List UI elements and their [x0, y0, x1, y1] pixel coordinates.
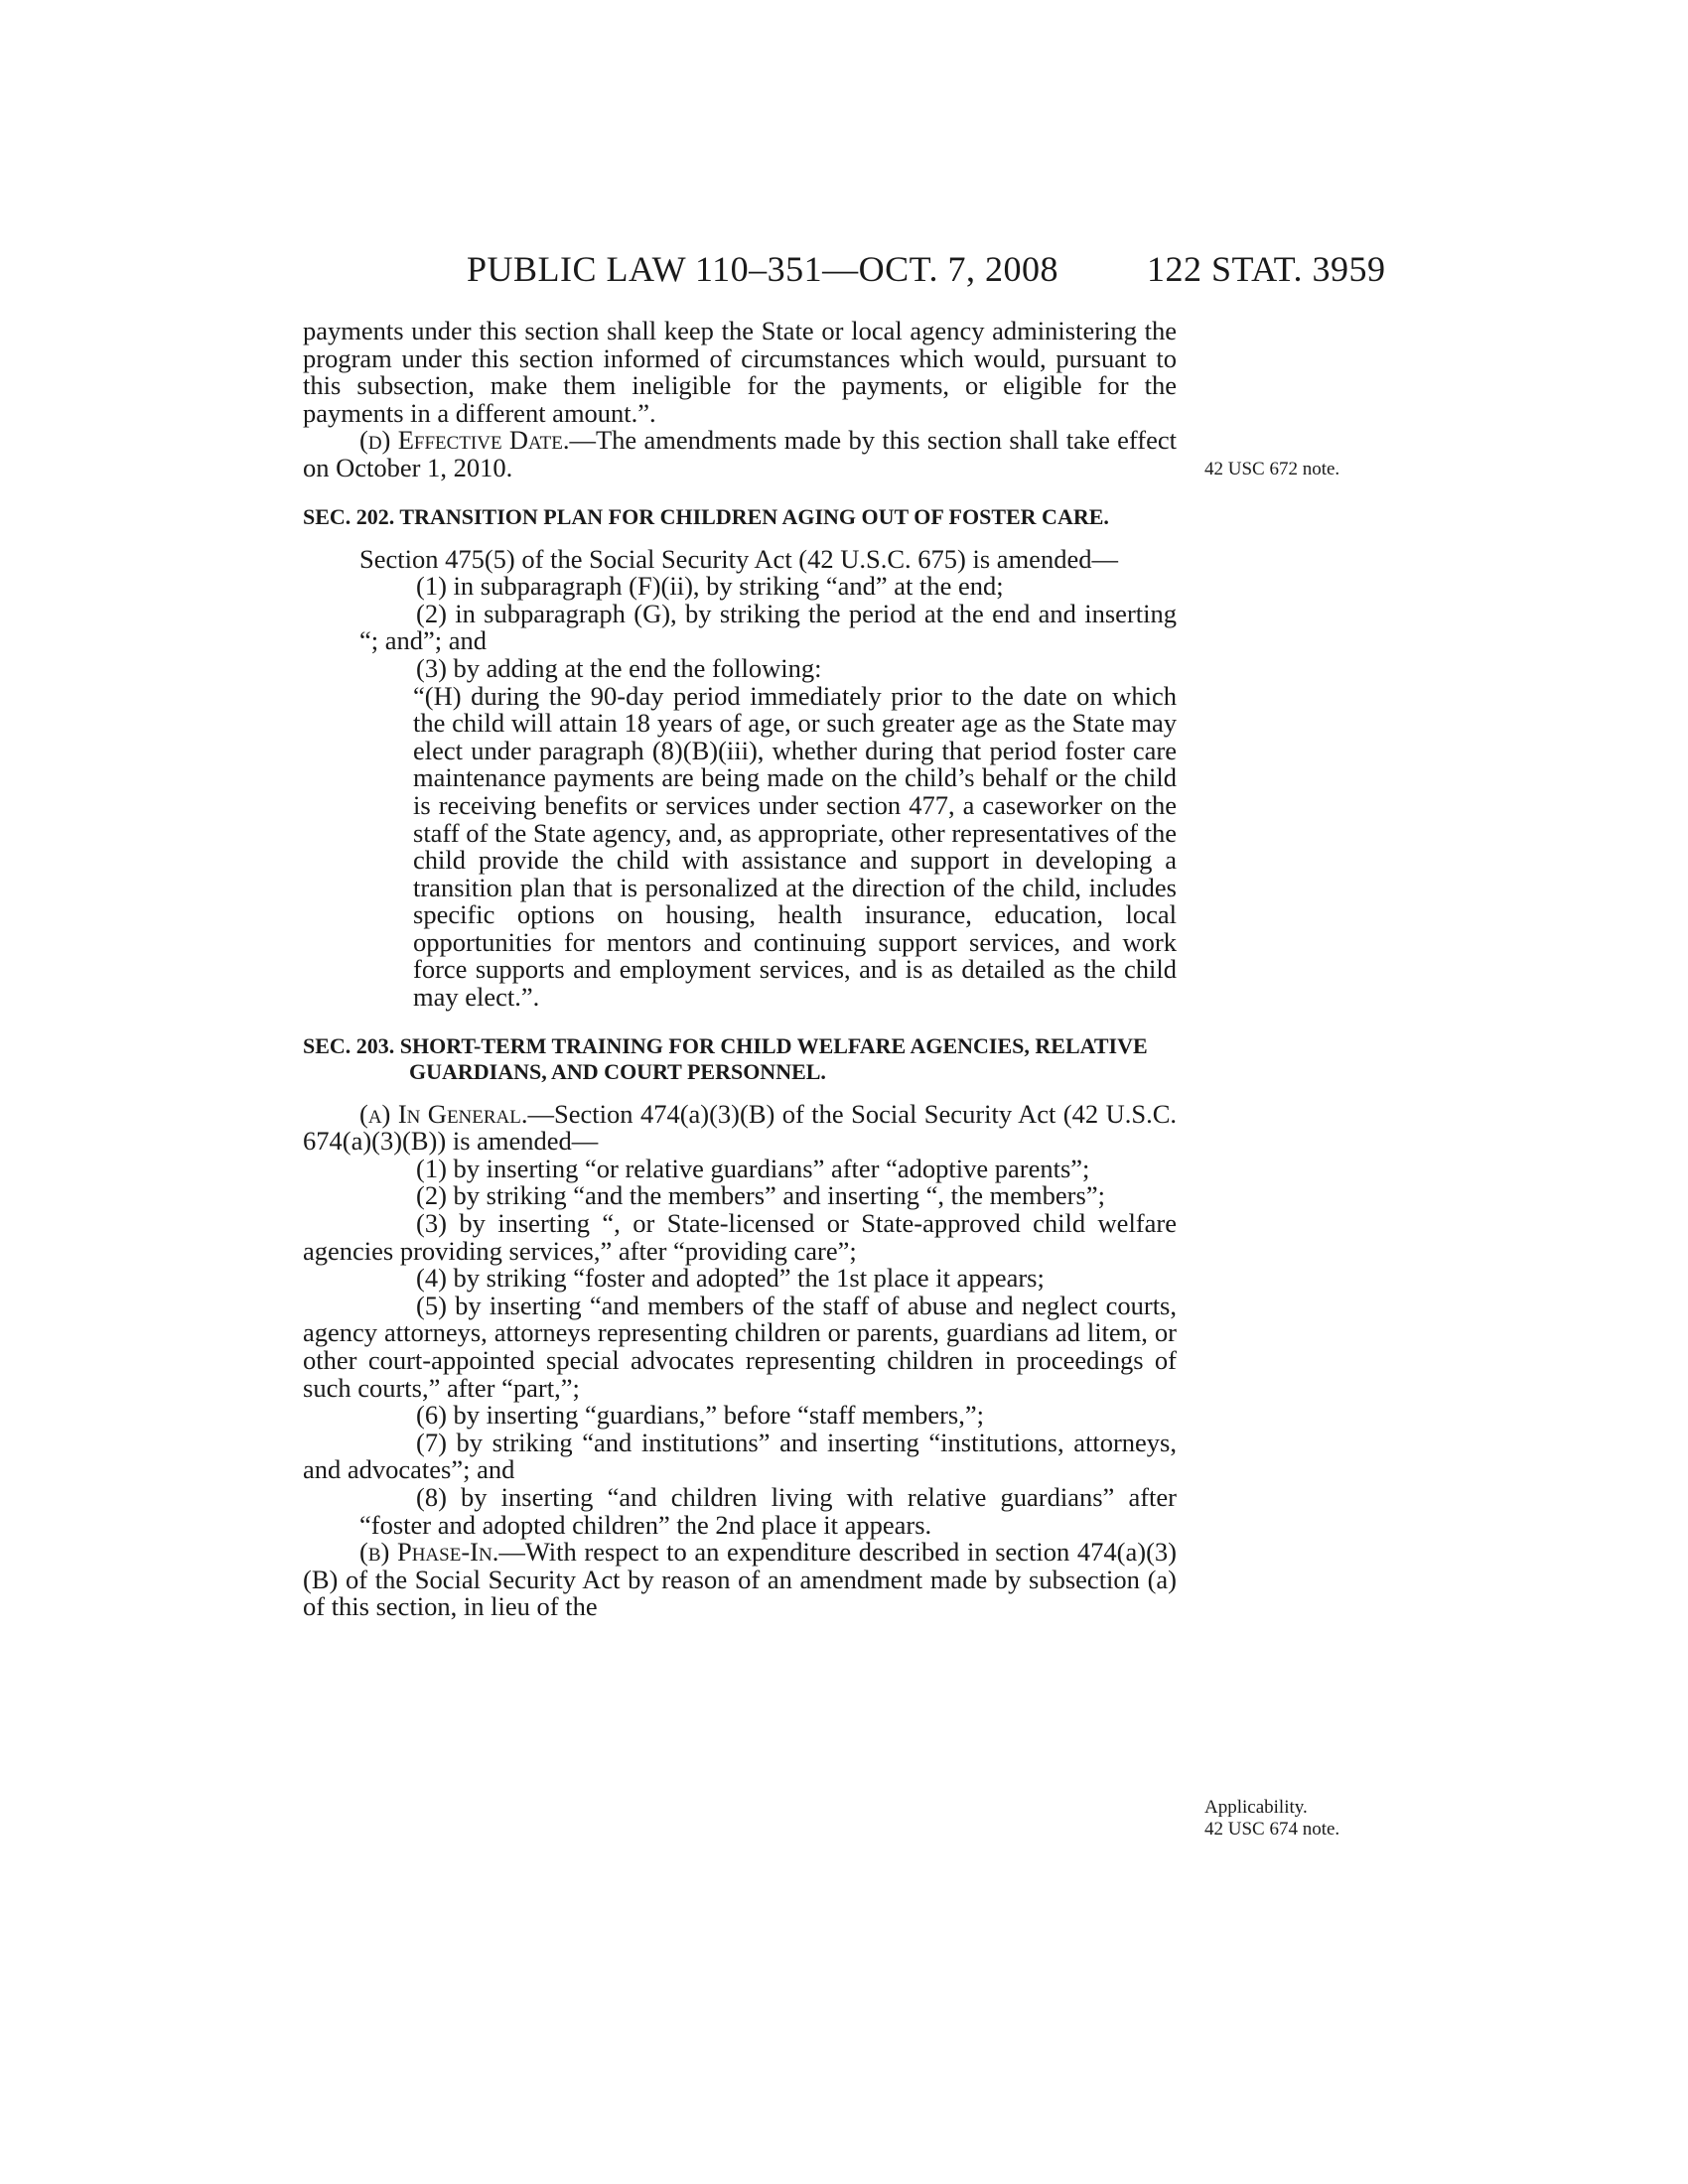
list-item-203-5: (5) by inserting “and members of the staff of abuse and neglect courts, agency attorneys, attorneys representing children or parents, guardians ad litem, or other court-appointed special advocates representing children in proceedings of such courts,” after “part,”;	[303, 1290, 1177, 1403]
section-202-number: SEC. 202.	[303, 503, 395, 529]
running-header-title: PUBLIC LAW 110–351—OCT. 7, 2008	[467, 249, 1058, 289]
margin-note-42usc674: 42 USC 674 note.	[1204, 1819, 1340, 1840]
paragraph-continued: payments under this section shall keep the State or local agency administering the program under this section informed of circumstances which would, pursuant to this subsection, make them ineligible for the payments, or eligible for the payments in a different amount.”.	[303, 316, 1177, 428]
section-202-heading	[303, 504, 1177, 530]
list-item-202-2: (2) in subparagraph (G), by striking the period at the end and inserting “; and”; and	[359, 598, 1177, 656]
in-general-heading: (a) In General.	[359, 1098, 528, 1129]
list-item-203-2: (2) by striking “and the members” and inserting “, the members”;	[416, 1180, 1105, 1211]
section-203-heading	[303, 1033, 1177, 1085]
list-item-202-3: (3) by adding at the end the following:	[416, 652, 822, 683]
effective-date-text: —The amendments made by this section shall take effect on October 1, 2010.	[303, 425, 1177, 482]
list-item-202-1: (1) in subparagraph (F)(ii), by striking “and” at the end;	[416, 571, 1004, 602]
phase-in-heading: (b) Phase-In.	[359, 1537, 499, 1568]
quoted-subparagraph-h	[413, 680, 1177, 1013]
list-item-203-4: (4) by striking “foster and adopted” the 1st place it appears;	[416, 1263, 1045, 1294]
effective-date-heading: (d) Effective Date.	[359, 425, 570, 456]
margin-note-applicability	[1204, 1797, 1403, 1841]
margin-note-42usc672: 42 USC 672 note.	[1204, 459, 1340, 479]
section-203-title: SHORT-TERM TRAINING FOR CHILD WELFARE AGENCIES, RELATIVE GUARDIANS, AND COURT PERSONNEL.	[399, 1032, 1148, 1084]
paragraph-effective-date	[303, 427, 1177, 481]
running-header-stat: 122 STAT. 3959	[1147, 249, 1386, 289]
list-item-203-8: (8) by inserting “and children living with relative guardians” after “foster and adopted children” the 2nd place it appears.	[359, 1481, 1177, 1540]
list-item-203-3: (3) by inserting “, or State-licensed or State-approved child welfare agencies providing services,” after “providing care”;	[303, 1208, 1177, 1266]
section-203-number: SEC. 203.	[303, 1032, 395, 1058]
section-202-title: TRANSITION PLAN FOR CHILDREN AGING OUT OF FOSTER CARE.	[399, 503, 1109, 529]
section-202-intro: Section 475(5) of the Social Security Act (42 U.S.C. 675) is amended—	[359, 543, 1118, 574]
phase-in-text: —With respect to an expenditure described in section 474(a)(3)(B) of the Social Security Act by reason of an amendment made by subsection (a) of this section, in lieu of the	[303, 1537, 1177, 1622]
margin-note-applicability-label: Applicability.	[1204, 1797, 1308, 1818]
list-item-203-7: (7) by striking “and institutions” and inserting “institutions, attorneys, and advocates”; and	[303, 1427, 1177, 1485]
in-general-text: —Section 474(a)(3)(B) of the Social Security Act (42 U.S.C. 674(a)(3)(B)) is amended—	[303, 1098, 1177, 1157]
paragraph-phase-in	[303, 1539, 1177, 1621]
list-item-203-1: (1) by inserting “or relative guardians” after “adoptive parents”;	[416, 1153, 1090, 1183]
document-body	[303, 318, 1177, 1621]
paragraph-in-general	[303, 1098, 1177, 1157]
quoted-subparagraph-h-text: “(H) during the 90-day period immediately prior to the date on which the child will attain 18 years of age, or such greater age as the State may elect under paragraph (8)(B)(iii), whether during that period foster care maintenance payments are being made on the child’s behalf or the child is receiving benefits or services under section 477, a caseworker on the staff of the State agency, and, as appropriate, other representatives of the child provide the child with assistance and support in developing a transition plan that is personalized at the direction of the child, includes specific options on housing, health insurance, education, local opportunities for mentors and continuing support services, and work force supports and employment services, and is as detailed as the child may elect.”.	[413, 680, 1177, 1013]
list-item-203-6: (6) by inserting “guardians,” before “staff members,”;	[416, 1400, 984, 1431]
